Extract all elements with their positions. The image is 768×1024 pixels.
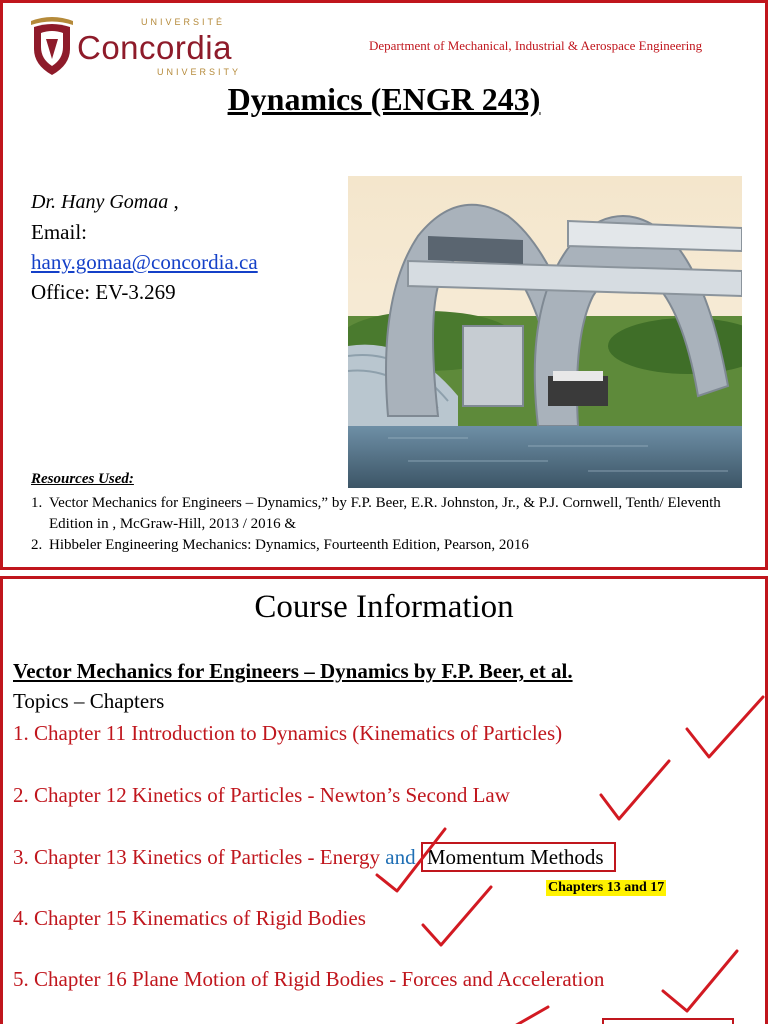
email-label: Email: [31, 220, 87, 244]
slide-title-course-information: Course Information [254, 589, 514, 625]
resources-list [31, 493, 764, 556]
instructor-name: Dr. Hany Gomaa [31, 191, 169, 213]
textbook-title: Vector Mechanics for Engineers – Dynamics by F.P. Beer, et al. [13, 659, 573, 683]
checkmark-icon [423, 887, 491, 945]
chapter-item-text: 3. Chapter 13 Kinetics of Particles - Energy [13, 845, 386, 869]
resource-item [31, 535, 764, 556]
chapter-and-word: and [385, 845, 416, 869]
checkmark-icon [513, 1007, 548, 1024]
instructor-info [31, 186, 258, 307]
checkmark-icon [601, 761, 669, 819]
logo-university-text: UNIVERSITY [157, 67, 242, 77]
chapter-boxed-text: Momentum Methods [421, 842, 616, 872]
falkirk-wheel-photo [348, 176, 742, 488]
crest-icon [29, 15, 75, 77]
slide-course-information [0, 576, 768, 1024]
checkmark-icon [663, 951, 737, 1011]
resource-item [31, 493, 764, 535]
course-title [3, 81, 765, 118]
chapter-item: 2. Chapter 12 Kinetics of Particles - Newton’s Second Law [13, 783, 510, 807]
email-link[interactable]: hany.gomaa@concordia.ca [31, 250, 258, 274]
instructor-name-suffix: , [168, 189, 179, 213]
chapter-item: 5. Chapter 16 Plane Motion of Rigid Bodies - Forces and Acceleration [13, 967, 605, 991]
chapter-item: 4. Chapter 15 Kinematics of Rigid Bodies [13, 906, 366, 930]
office-info: Office: EV-3.269 [31, 280, 176, 304]
topics-label: Topics – Chapters [13, 689, 165, 713]
logo-wordmark: Concordia [77, 29, 232, 66]
checkmark-icon [687, 697, 763, 757]
course-title-text: Dynamics (ENGR 243) [227, 81, 541, 117]
chapter-item [13, 845, 616, 870]
chapters-note-highlight: Chapters 13 and 17 [548, 880, 665, 895]
resource-text: Hibbeler Engineering Mechanics: Dynamics, Fourteenth Edition, Pearson, 2016 [49, 537, 529, 553]
chapter-item: 1. Chapter 11 Introduction to Dynamics (Kinematics of Particles) [13, 721, 563, 745]
resource-number: 2. [31, 537, 43, 553]
department-name: Department of Mechanical, Industrial & Aerospace Engineering [369, 38, 703, 53]
resource-number: 1. [31, 495, 43, 511]
logo-universite-text: UNIVERSITÉ [141, 17, 226, 27]
resource-text: Vector Mechanics for Engineers – Dynamics,” by F.P. Beer, E.R. Johnston, Jr., & P.J. Cornwell, Tenth/ Eleventh Edition in , McGraw-Hill, 2013 / 2016 & [49, 495, 721, 532]
concordia-logo [29, 15, 274, 79]
resources-heading: Resources Used: [31, 471, 134, 487]
